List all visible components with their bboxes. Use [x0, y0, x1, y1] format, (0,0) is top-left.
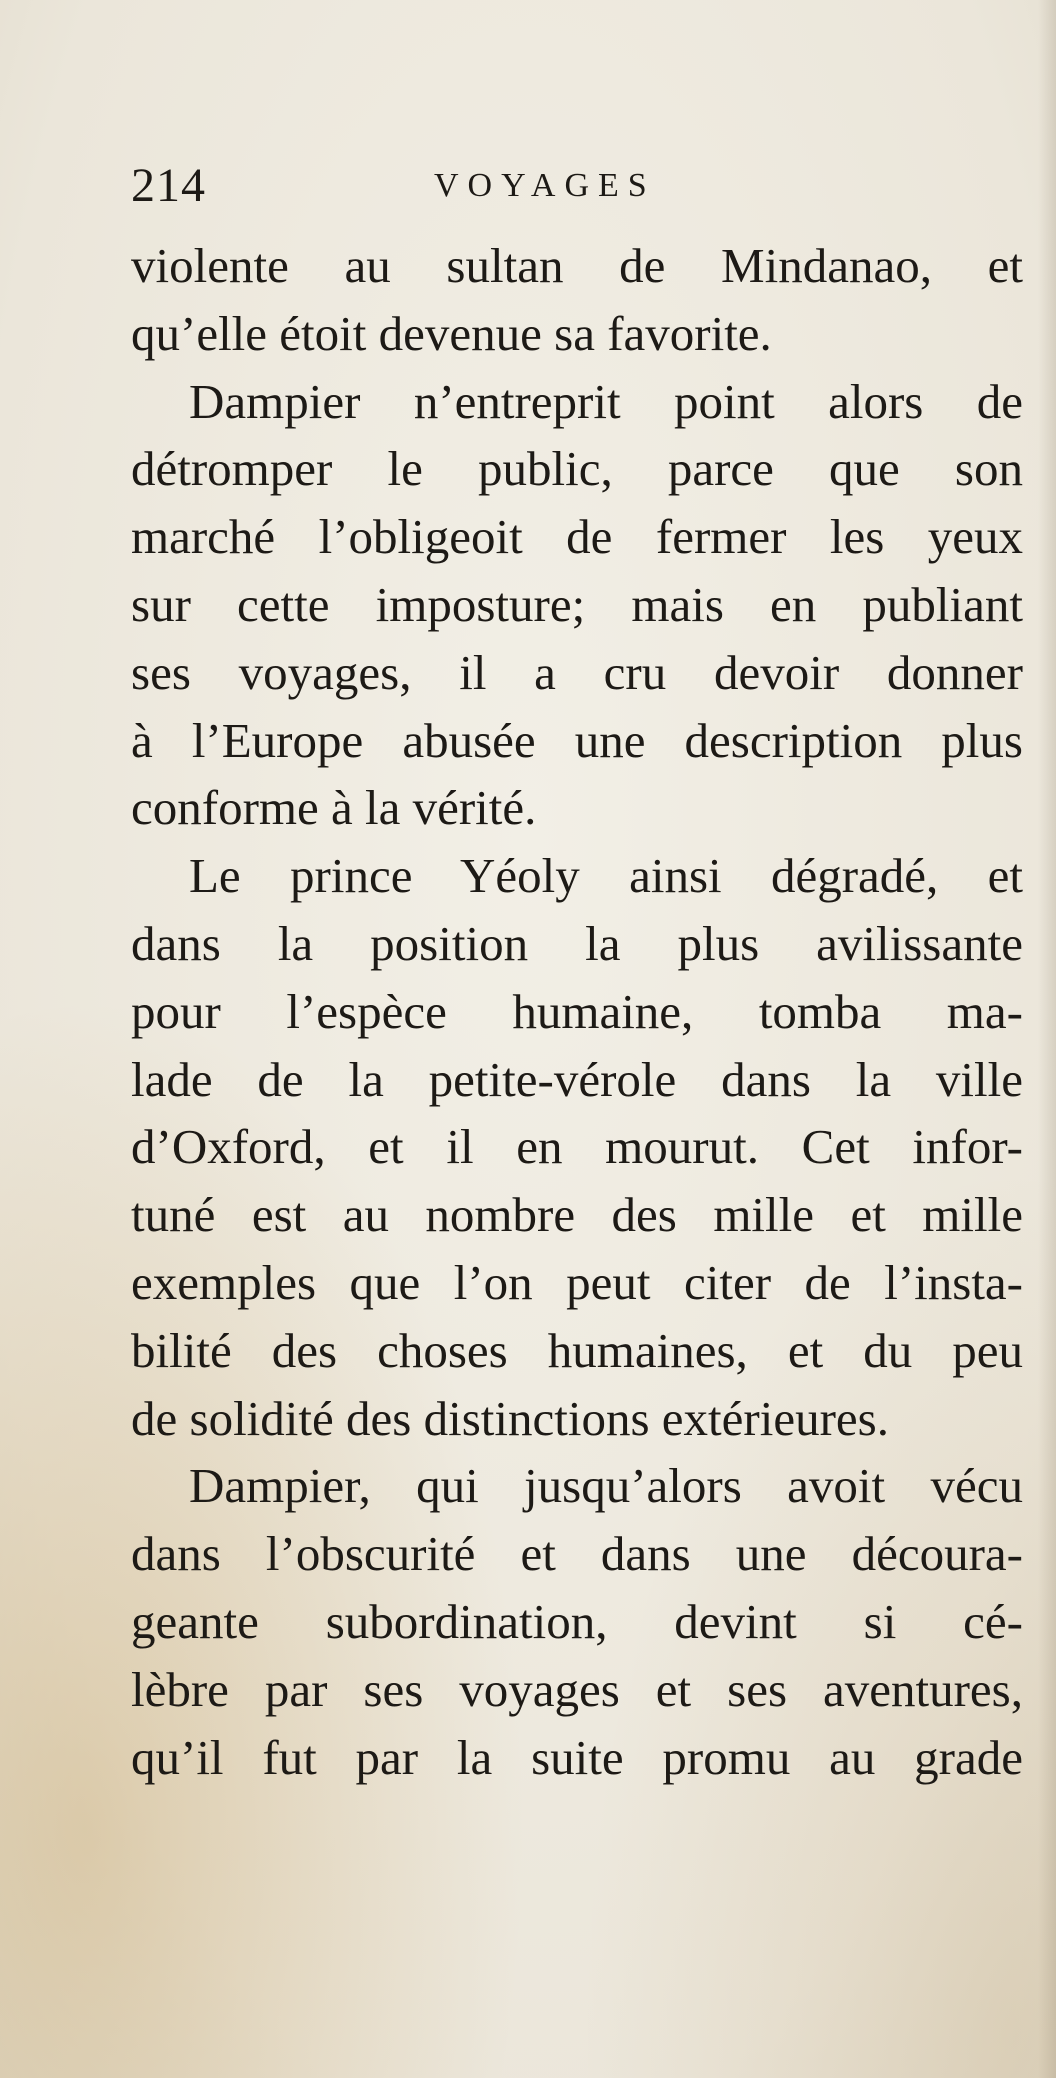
- text-line: Dampier, qui jusqu’alors avoit vécu: [189, 1458, 1023, 1514]
- text-line: lèbre par ses voyages et ses aventures,: [131, 1661, 1023, 1717]
- text-line: violente au sultan de Mindanao, et: [131, 238, 1023, 293]
- text-line: détromper le public, parce que son: [131, 441, 1023, 497]
- text-line: tuné est au nombre des mille et mille: [131, 1187, 1023, 1243]
- text-line: qu’il fut par la suite promu au grade: [131, 1729, 1023, 1785]
- text-line: conforme à la vérité.: [131, 780, 537, 836]
- text-line: pour l’espèce humaine, tomba ma-: [131, 983, 1023, 1039]
- text-line: à l’Europe abusée une description plus: [131, 712, 1023, 768]
- text-line: ses voyages, il a cru devoir donner: [131, 644, 1023, 700]
- text-line: dans la position la plus avilissante: [131, 915, 1023, 971]
- running-title: VOYAGES: [434, 167, 656, 204]
- text-line: bilité des choses humaines, et du peu: [131, 1322, 1023, 1378]
- text-line: qu’elle étoit devenue sa favorite.: [131, 305, 772, 361]
- body-text: [131, 232, 1023, 1791]
- text-line: d’Oxford, et il en mourut. Cet infor-: [131, 1119, 1023, 1175]
- text-line: lade de la petite-vérole dans la ville: [131, 1051, 1023, 1107]
- text-line: sur cette imposture; mais en publiant: [131, 576, 1023, 632]
- text-line: geante subordination, devint si cé-: [131, 1593, 1023, 1649]
- page-number: 214: [131, 159, 206, 212]
- text-line: exemples que l’on peut citer de l’insta-: [131, 1254, 1023, 1310]
- text-line: de solidité des distinctions extérieures.: [131, 1390, 889, 1446]
- page-header: [131, 158, 1031, 228]
- text-line: marché l’obligeoit de fermer les yeux: [131, 509, 1023, 565]
- text-line: Dampier n’entreprit point alors de: [189, 373, 1023, 429]
- text-line: Le prince Yéoly ainsi dégradé, et: [189, 848, 1023, 904]
- text-line: dans l’obscurité et dans une découra-: [131, 1526, 1023, 1582]
- page-edge-shadow: [1038, 0, 1056, 2078]
